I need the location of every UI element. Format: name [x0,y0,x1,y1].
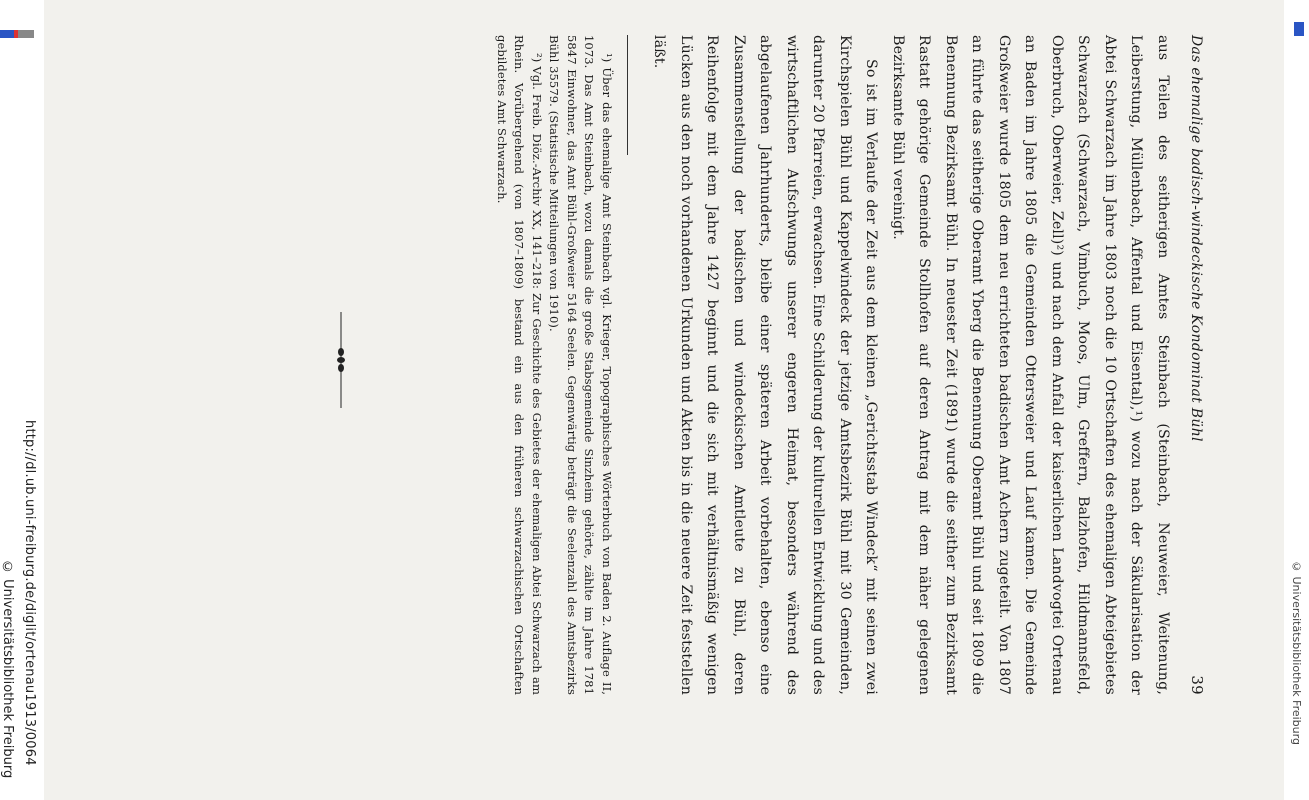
body-paragraph: aus Teilen des seitherigen Amtes Steinbach (Steinbach, Neuweier, Weitenung, Leiberstung, Müllenbach, Affental und Eisental),¹) wozu nach der Säkularisation der Abtei Schwarzach im Jahre 1803 noch die 10 Ortschaften des ehemaligen Abteigebietes Schwarzach (Schwarzach, Vimbuch, Moos, Ulm, Greffern, Balzhofen, Hildmannsfeld, Oberbruch, Oberweier, Zell)²) und nach dem Anfall der kaiserlichen Landvogtei Ortenau an Baden im Jahre 1805 die Gemeinden Ottersweier und Lauf kamen. Die Gemeinde Großweier wurde 1805 dem neu errichteten badischen Amt Achern zugeteilt. Von 1807 an führte das seitherige Oberamt Yberg die Benennung Oberamt Bühl und seit 1809 die Benennung Bezirksamt Bühl. In neuester Zeit (1891) wurde die seither zum Bezirksamt Rastatt gehörige Gemeinde Stollhofen auf deren Antrag mit dem näher gelegenen Bezirksamte Bühl vereinigt. [890,35,1171,695]
footnote: ²) Vgl. Freib. Diöz.-Archiv XX, 141–218: Zur Geschichte des Gebietes der ehemaligen Abtei Schwarzach am Rhein. Vorübergehend (von 1807–1809) bestand ein aus den früheren schwarzachischen Ortschaften gebildetes Amt Schwarzach. [495,35,544,695]
page-number: 39 [1188,675,1206,695]
footnote-divider [627,35,628,155]
body-paragraph: So ist im Verlaufe der Zeit aus dem kleinen „Gerichtsstab Windeck“ mit seinen zwei Kirchspielen Bühl und Kappelwindeck der jetzige Amtsbezirk Bühl mit 30 Gemeinden, darunter 20 Pfarreien, erwachsen. Eine Schilderung der kulturellen Entwicklung und des wirtschaftlichen Aufschwungs unserer engeren Heimat, besonders während des abgelaufenen Jahrhunderts, bleibe einer späteren Arbeit vorbehalten, ebenso eine Zusammenstellung der badischen und windeckischen Amtleute zu Bühl, deren Reihenfolge mit dem Jahre 1427 beginnt und die sich mit verhältnismäßig wenigen Lücken aus den noch vorhandenen Urkunden und Akten bis in die neuere Zeit feststellen läßt. [651,35,880,695]
running-head-title: Das ehemalige badisch-windeckische Kondominat Bühl [1188,35,1204,442]
source-url[interactable]: http://dl.ub.uni-freiburg.de/diglit/ortenau1913/0064 [22,420,37,766]
copyright-notice: © Universitätsbibliothek Freiburg [0,560,15,779]
brand-color-bar-icon [0,30,34,38]
ornamental-divider-icon [331,312,351,408]
brand-mark-icon [1294,22,1304,36]
page-text-block [493,35,1207,695]
footnote: ¹) Über das ehemalige Amt Steinbach vgl. Krieger, Topographisches Wörterbuch von Baden 2. Auflage II, 1073. Das Amt Steinbach, wozu damals die große Stabsgemeinde Sinzheim gehörte, zählte im Jahre 1781 5847 Einwohner, das Amt Bühl-Großweier 5164 Seelen. Gegenwärtig beträgt die Seelenzahl des Amtsbezirks Bühl 35579. (Statistische Mitteilungen von 1910). [547,35,614,695]
copyright-notice-right: © Universitätsbibliothek Freiburg [1290,560,1303,745]
running-head [1188,35,1206,695]
